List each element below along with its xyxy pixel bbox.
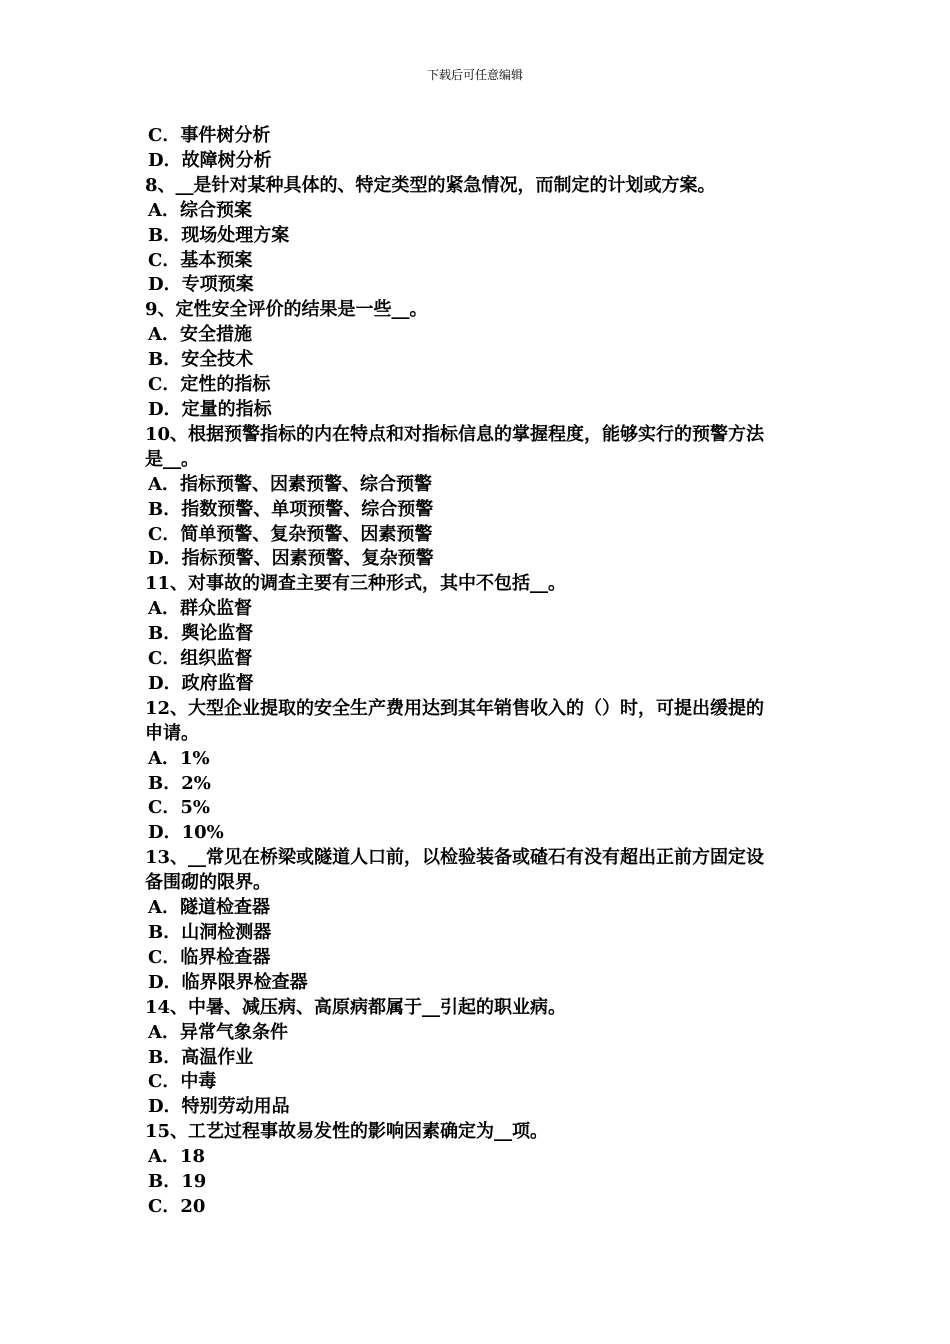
answer-option: D．故障树分析 xyxy=(148,149,272,171)
question-text: 10、根据预警指标的内在特点和对指标信息的掌握程度，能够实行的预警方法 xyxy=(145,423,765,445)
answer-option: D．定量的指标 xyxy=(148,398,272,420)
answer-option: A．群众监督 xyxy=(148,598,252,620)
answer-option: B．19 xyxy=(148,1171,207,1193)
answer-option: C．5% xyxy=(148,797,210,819)
answer-option: A．1% xyxy=(148,747,210,769)
answer-option: B．指数预警、单项预警、综合预警 xyxy=(148,498,434,520)
answer-option: B．舆论监督 xyxy=(148,623,254,645)
question-text: 是__。 xyxy=(145,448,199,470)
question-list xyxy=(145,124,815,1220)
question-text: 13、__常见在桥梁或隧道人口前，以检验装备或碴石有没有超出正前方固定设 xyxy=(145,847,765,869)
question-text: 11、对事故的调查主要有三种形式，其中不包括__。 xyxy=(145,573,567,595)
question-text: 15、工艺过程事故易发性的影响因素确定为__项。 xyxy=(145,1121,549,1143)
answer-option: D．特别劳动用品 xyxy=(148,1096,290,1118)
answer-option: C．中毒 xyxy=(148,1071,217,1093)
question-text: 12、大型企业提取的安全生产费用达到其年销售收入的（）时，可提出缓提的 xyxy=(145,697,765,719)
answer-option: A．隧道检查器 xyxy=(148,897,270,919)
answer-option: C．定性的指标 xyxy=(148,374,271,396)
question-text: 申请。 xyxy=(145,722,199,744)
answer-option: B．2% xyxy=(148,772,211,794)
answer-option: C．事件树分析 xyxy=(148,125,271,146)
answer-option: C．临界检查器 xyxy=(148,946,271,968)
answer-option: C．20 xyxy=(148,1195,206,1217)
answer-option: D．临界限界检查器 xyxy=(148,971,308,993)
answer-option: A．指标预警、因素预警、综合预警 xyxy=(148,473,432,495)
answer-option: C．简单预警、复杂预警、因素预警 xyxy=(148,523,433,545)
answer-option: B．安全技术 xyxy=(148,349,254,371)
question-text: 9、定性安全评价的结果是一些__。 xyxy=(145,299,428,321)
answer-option: D．10% xyxy=(148,822,224,844)
answer-option: C．组织监督 xyxy=(148,648,253,670)
answer-option: D．政府监督 xyxy=(148,672,254,694)
answer-option: C．基本预案 xyxy=(148,249,253,271)
answer-option: A．异常气象条件 xyxy=(148,1021,288,1043)
answer-option: B．现场处理方案 xyxy=(148,224,290,246)
answer-option: A．综合预案 xyxy=(148,199,252,221)
answer-option: A．安全措施 xyxy=(148,324,252,346)
question-text: 14、中暑、减压病、高原病都属于__引起的职业病。 xyxy=(145,996,567,1018)
page-header: 下载后可任意编辑 xyxy=(426,68,523,82)
answer-option: B．山洞检测器 xyxy=(148,922,272,943)
answer-option: D．指标预警、因素预警、复杂预警 xyxy=(148,548,434,570)
answer-option: A．18 xyxy=(148,1146,206,1168)
question-text: 8、__是针对某种具体的、特定类型的紧急情况，而制定的计划或方案。 xyxy=(145,174,716,196)
answer-option: D．专项预案 xyxy=(148,274,254,296)
answer-option: B．高温作业 xyxy=(148,1046,254,1068)
question-text: 备围砌的限界。 xyxy=(145,872,271,894)
